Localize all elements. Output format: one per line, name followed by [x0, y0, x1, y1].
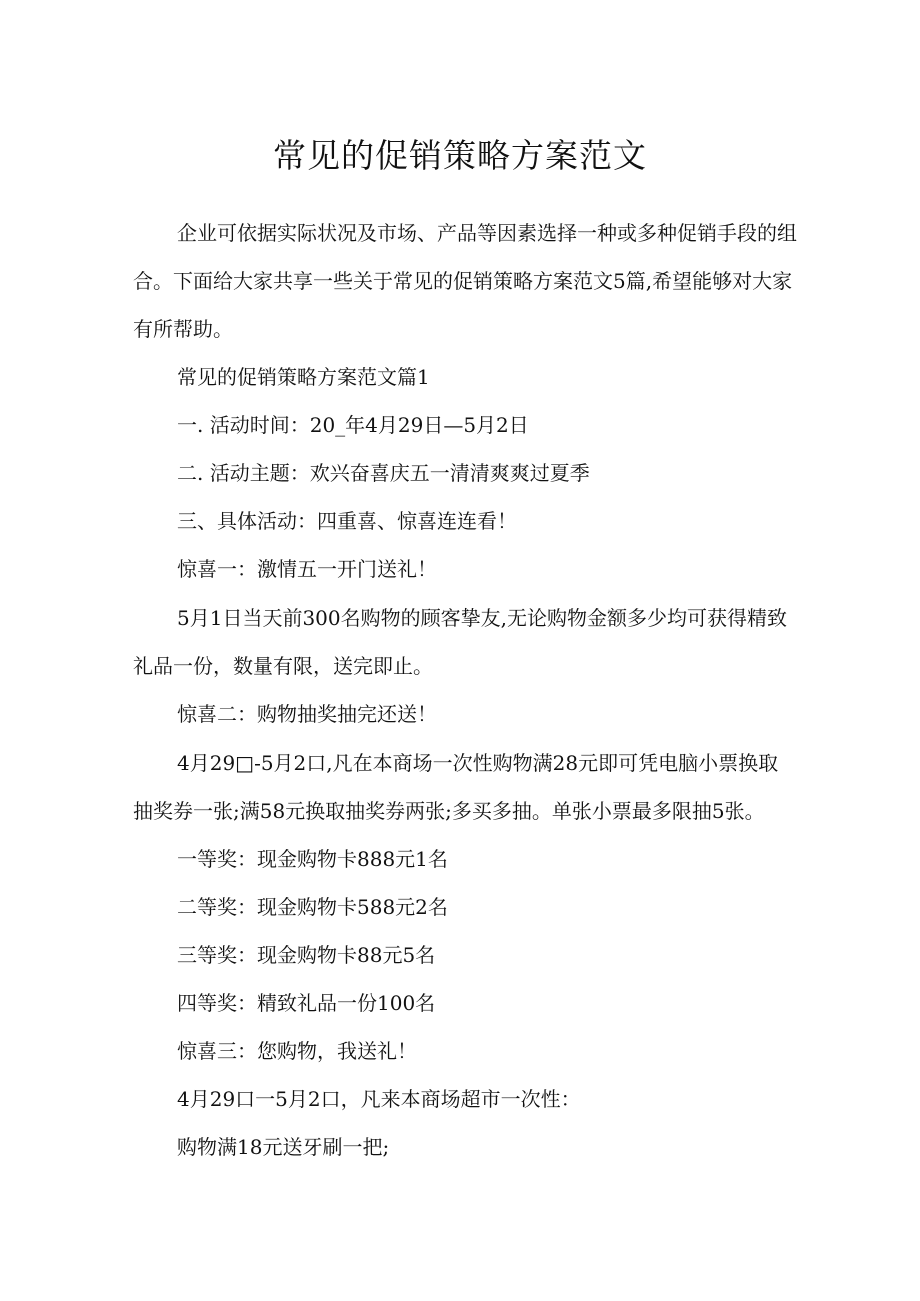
- paragraph-fourth-prize: 四等奖：精致礼品一份100名: [177, 991, 436, 1015]
- paragraph-activity-time: 一. 活动时间：20_年4月29日—5月2日: [177, 413, 529, 437]
- paragraph-specific-activity: 三、具体活动：四重喜、惊喜连连看！: [177, 509, 517, 533]
- document-title: 常见的促销策略方案范文: [273, 136, 647, 175]
- paragraph-surprise-one-detail: 5月1日当天前300名购物的顾客挚友,无论购物金额多少均可获得精致礼品一份，数量有限，送完即止。: [133, 606, 787, 678]
- paragraph-surprise-three-detail: 4月29口一5月2口，凡来本商场超市一次性：: [177, 1087, 581, 1111]
- paragraph-intro: 企业可依据实际状况及市场、产品等因素选择一种或多种促销手段的组合。下面给大家共享一些关于常见的促销策略方案范文5篇,希望能够对大家有所帮助。: [133, 221, 797, 341]
- paragraph-surprise-two: 惊喜二：购物抽奖抽完还送！: [177, 702, 437, 726]
- paragraph-third-prize: 三等奖：现金购物卡88元5名: [177, 943, 436, 967]
- paragraph-surprise-one: 惊喜一：激情五一开门送礼！: [177, 557, 437, 581]
- document-body: [133, 209, 798, 1172]
- paragraph-activity-theme: 二. 活动主题：欢兴奋喜庆五一清清爽爽过夏季: [177, 461, 590, 485]
- paragraph-second-prize: 二等奖：现金购物卡588元2名: [177, 895, 448, 919]
- paragraph-gift-tier: 购物满18元送牙刷一把;: [177, 1135, 390, 1159]
- paragraph-first-prize: 一等奖：现金购物卡888元1名: [177, 847, 448, 871]
- section-heading: 常见的促销策略方案范文篇1: [177, 365, 430, 389]
- paragraph-surprise-two-detail: 4月29□-5月2口,凡在本商场一次性购物满28元即可凭电脑小票换取抽奖券一张;满58元换取抽奖券两张;多买多抽。单张小票最多限抽5张。: [133, 751, 779, 823]
- paragraph-surprise-three: 惊喜三：您购物，我送礼！: [177, 1039, 417, 1063]
